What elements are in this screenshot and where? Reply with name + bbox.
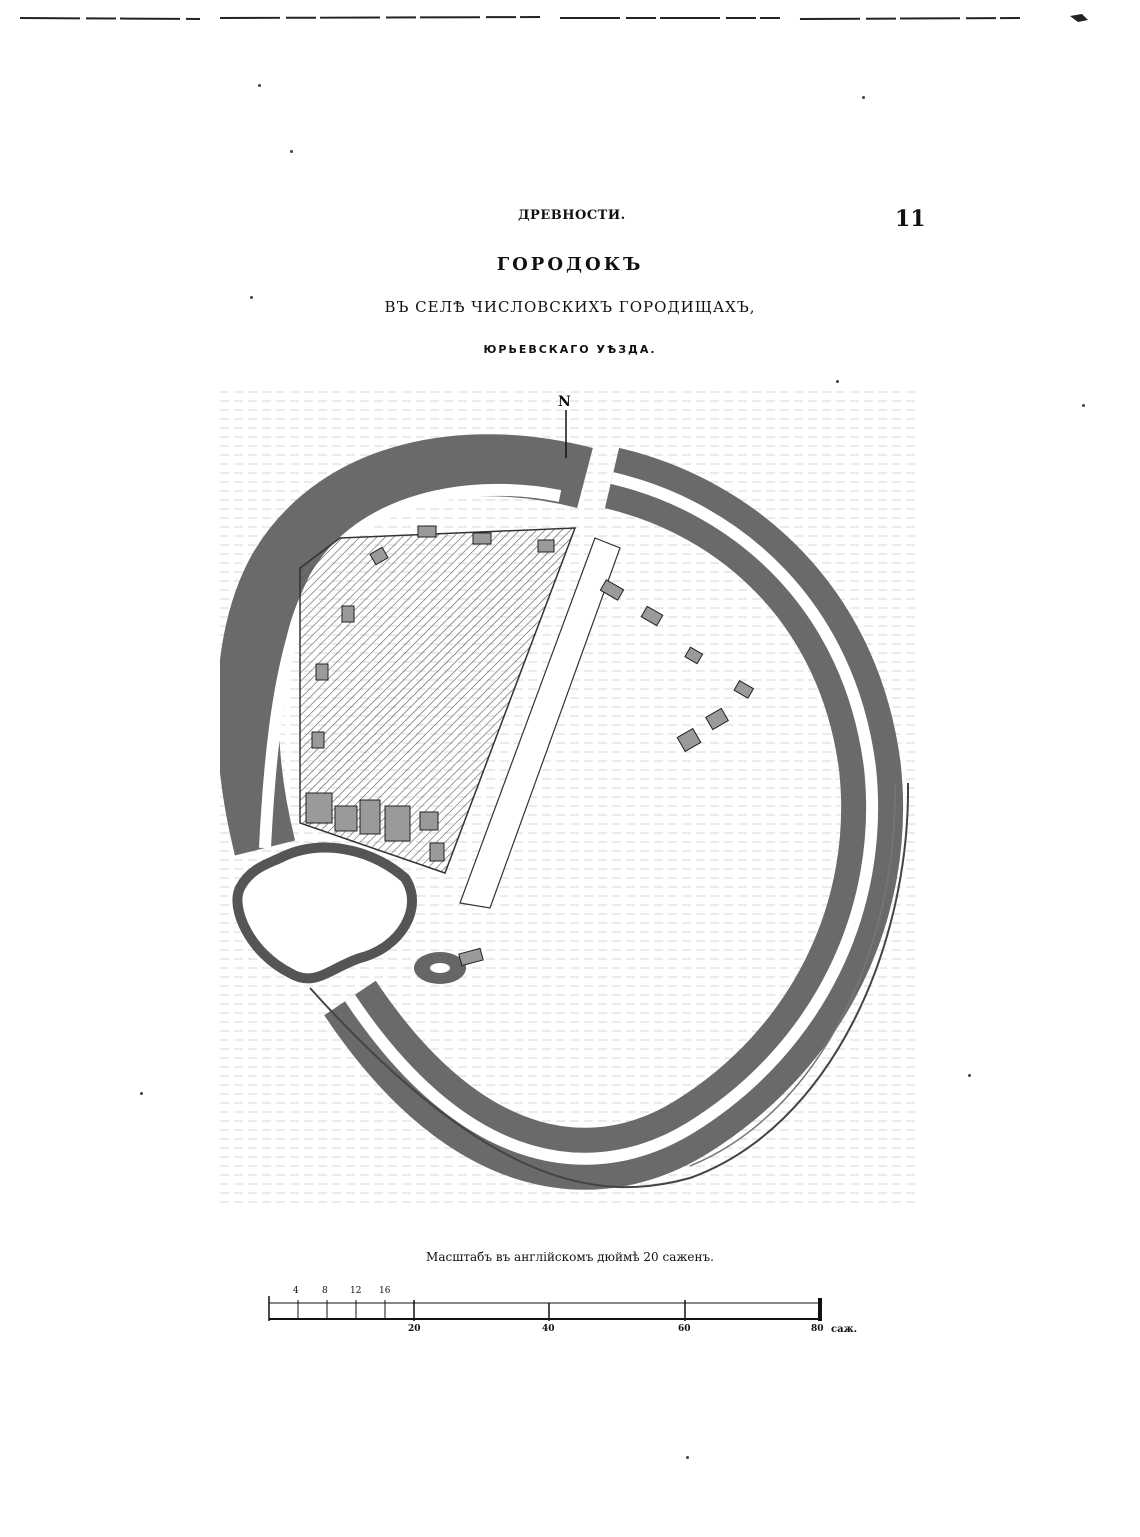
scan-speck [686, 1456, 689, 1459]
scan-speck [836, 380, 839, 383]
figure-title: ГОРОДОКЪ [496, 254, 644, 275]
scan-speck [250, 296, 253, 299]
scale-tick-12: 12 [350, 1286, 362, 1296]
scan-speck [258, 84, 261, 87]
scan-speck [862, 96, 865, 99]
section-title: ДРЕВНОСТИ. [518, 208, 626, 223]
figure-district: ЮРЬЕВСКАГО УѢЗДА. [483, 343, 657, 356]
scale-bar [265, 1286, 858, 1346]
scale-tick-8: 8 [322, 1286, 328, 1296]
scale-tick-4: 4 [293, 1286, 299, 1296]
fortification-plan-illustration [220, 388, 916, 1204]
scale-unit: саж. [831, 1324, 858, 1335]
scale-tick-40: 40 [542, 1324, 555, 1334]
scale-tick-60: 60 [678, 1324, 691, 1334]
scale-tick-80: 80 [811, 1324, 824, 1334]
page-number: 11 [895, 206, 926, 232]
scale-tick-16: 16 [379, 1286, 391, 1296]
figure-subtitle: ВЪ СЕЛѢ ЧИСЛОВСКИХЪ ГОРОДИЩАХЪ, [384, 298, 756, 316]
scan-speck [1082, 404, 1085, 407]
scan-speck [140, 1092, 143, 1095]
north-label: N [558, 394, 571, 410]
scan-speck [290, 150, 293, 153]
scale-caption: Масштабъ въ англійскомъ дюймѣ 20 саженъ. [426, 1250, 714, 1264]
top-edge-rule [20, 14, 1120, 24]
scale-tick-20: 20 [408, 1324, 421, 1334]
scan-speck [968, 1074, 971, 1077]
